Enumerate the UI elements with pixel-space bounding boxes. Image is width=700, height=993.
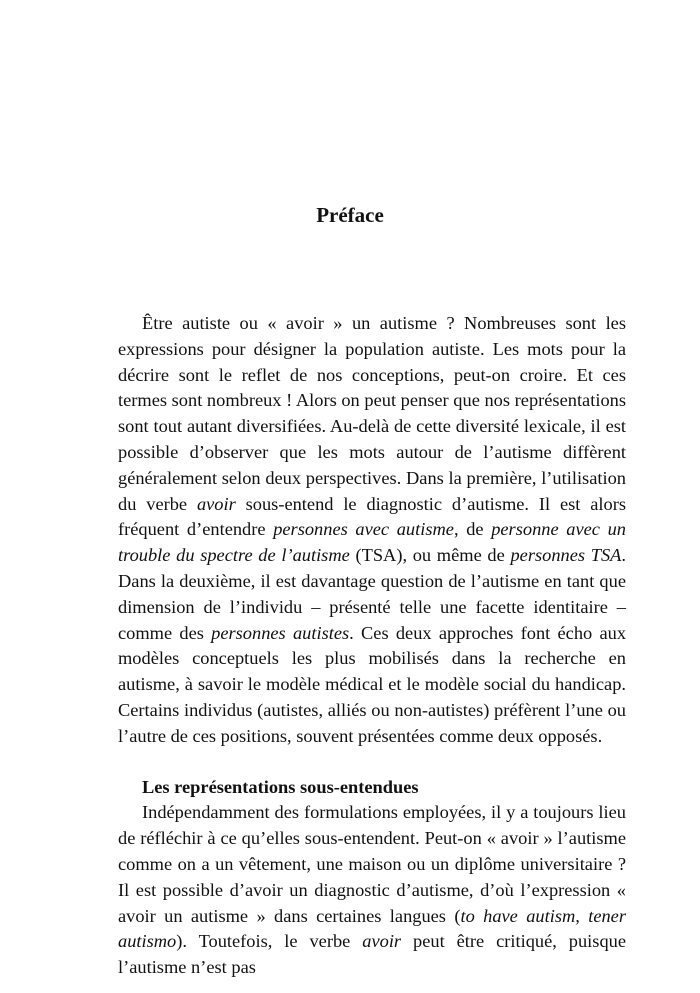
- text-run: , de: [453, 519, 492, 540]
- italic-run: personnes avec autisme: [273, 519, 454, 540]
- text-run: peut être critiqué, puisque l’autisme n’est pas: [118, 931, 626, 978]
- body-text: [118, 311, 626, 981]
- text-run: Être autiste ou « avoir » un autisme ? Nombreuses sont les expressions pour désigner la population autiste. Les mots pour la décrire sont le reflet de nos conceptions, peut-on croire. Et ces termes sont nombreux ! Alors on peut penser que nos représentations sont tout autant diversifiées. Au-delà de cette diversité lexicale, il est possible d’observer que les mots autour de l’autisme diffèrent généralement selon deux perspectives. Dans la première, l’utilisation du verbe: [118, 313, 626, 514]
- text-run: ). Toutefois, le verbe: [176, 931, 363, 952]
- paragraph-intro: [118, 311, 626, 750]
- italic-run: personnes TSA: [510, 545, 622, 566]
- text-run: . Ces deux approches font écho aux modèles conceptuels les plus mobilisés dans la recherche en autisme, à savoir le modèle médical et le modèle social du handicap. Certains individus (autistes, alliés ou non-autistes) préfèrent l’une ou l’autre de ces positions, souvent présentées comme deux opposés.: [118, 622, 627, 746]
- text-run: sous-entend le diagnostic d’autisme. Il est alors fréquent d’entendre: [118, 493, 626, 540]
- page-title: Préface: [316, 203, 384, 227]
- italic-run: avoir: [196, 493, 236, 514]
- italic-run: personnes autistes: [211, 622, 350, 643]
- text-run: . Dans la deuxième, il est davantage question de l’autisme en tant que dimension de l’individu – présenté telle une facette identitaire – comme des: [118, 545, 626, 643]
- italic-run: avoir: [362, 931, 402, 952]
- paragraph-representations: [118, 800, 626, 981]
- section-heading: Les représentations sous-entendues: [142, 776, 419, 797]
- text-run: Indépendamment des formulations employées, il y a toujours lieu de réfléchir à ce qu’elles sous-entendent. Peut-on « avoir » l’autisme comme on a un vêtement, une maison ou un diplôme universitaire ? Il est possible d’avoir un diagnostic d’autisme, d’où l’expression « avoir un autisme » dans certaines langues (: [118, 802, 626, 926]
- italic-run: to have autism, tener autismo: [118, 905, 627, 952]
- text-run: (TSA), ou même de: [349, 545, 511, 566]
- italic-run: personne avec un trouble du spectre de l’autisme: [118, 519, 626, 566]
